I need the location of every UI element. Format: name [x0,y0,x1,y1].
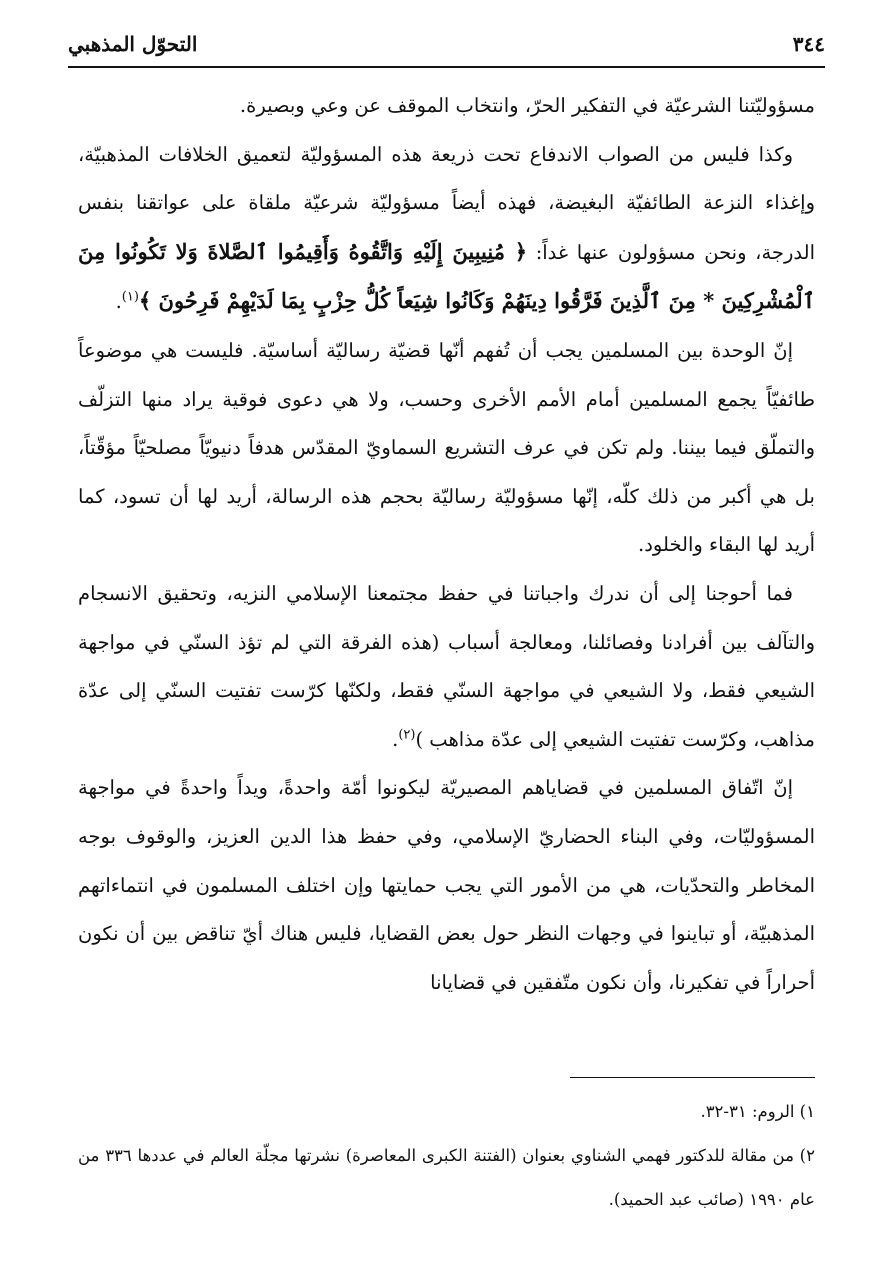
page-header [68,30,825,68]
page-number: ٣٤٤ [792,32,825,56]
main-text [78,82,815,1007]
paragraph-3: إنّ الوحدة بين المسلمين يجب أن تُفهم أنّها قضيّة رساليّة أساسيّة. فليست هي موضوعاً طائفيّاً يجمع المسلمين أمام الأمم الأخرى وحسب، ولا هي دعوى فوقية يراد منها التزلّف والتملّق فيما بيننا. ولم تكن في عرف التشريع السماويّ المقدّس هدفاً دنيويّاً مصلحيّاً مؤقّتاً، بل هي أكبر من ذلك كلّه، إنّها مسؤوليّة رساليّة بحجم هذه الرسالة، أريد لها أن تسود، كما أريد لها البقاء والخلود. [78,338,815,557]
quran-verse: ﴿ مُنِيبِينَ إِلَيْهِ وَاتَّقُوهُ وَأَقِيمُوا ٱلصَّلاةَ وَلا تَكُونُوا مِنَ ٱلْمُشْرِكِينَ * مِنَ ٱلَّذِينَ فَرَّقُوا دِينَهُمْ وَكَانُوا شِيَعاً كُلُّ حِزْبٍ بِمَا لَدَيْهِمْ فَرِحُونَ ﴾ [78,238,815,314]
paragraph-1: مسؤوليّتنا الشرعيّة في التفكير الحرّ، وانتخاب الموقف عن وعي وبصيرة. [239,94,815,117]
paragraph-5: إنّ اتّفاق المسلمين في قضاياهم المصيريّة ليكونوا أمّة واحدةً، ويداً واحدةً في مواجهة المسؤوليّات، وفي البناء الحضاريّ الإسلامي، وفي حفظ هذا الدين العزيز، والوقوف بوجه المخاطر والتحدّيات، هي من الأمور التي يجب حمايتها وإن اختلف المسلمون في انتماءاتهم المذهبيّة، أو تباينوا في وجهات النظر حول بعض القضايا، فليس هناك أيّ تناقض بين أن نكون أحراراً في تفكيرنا، وأن نكون متّفقين في قضايانا [78,776,815,994]
paragraph-2 [78,131,815,327]
footnote-divider [570,1077,815,1078]
paragraph-4-main: فما أحوجنا إلى أن ندرك واجباتنا في حفظ مجتمعنا الإسلامي النزيه، وتحقيق الانسجام والتآلف بين أفرادنا وفصائلنا، ومعالجة أسباب (هذه الفرقة التي لم تؤذ السنّي في مواجهة الشيعي فقط، ولا الشيعي في مواجهة السنّي فقط، ولكنّها كرّست تفتيت السنّي إلى عدّة مذاهب، وكرّست تفتيت الشيعي إلى عدّة مذاهب ) [78,581,815,751]
paragraph-2-intro: وكذا فليس من الصواب الاندفاع تحت ذريعة هذه المسؤوليّة لتعميق الخلافات المذهبيّة، وإغذاء النزعة الطائفيّة البغيضة، فهذه أيضاً مسؤوليّة شرعيّة ملقاة على عواتقنا بنفس الدرجة، ونحن مسؤولون عنها غداً: [78,142,815,264]
paragraph-4-end: . [392,727,399,751]
paragraph-4 [78,570,815,764]
paragraph-2-end: . [115,290,122,314]
footnote-ref-1: (١) [121,289,139,305]
footnote-ref-2: (٢) [398,727,416,743]
footnote-1: ١) الروم: ٣١-٣٢. [700,1102,815,1121]
footnotes [78,1090,815,1222]
footnote-2: ٢) من مقالة للدكتور فهمي الشناوي بعنوان (الفتنة الكبرى المعاصرة) نشرتها مجلّة العالم في عددها ٣٣٦ من عام ١٩٩٠ (صائب عبد الحميد). [78,1146,815,1209]
running-title: التحوّل المذهبي [68,32,198,56]
